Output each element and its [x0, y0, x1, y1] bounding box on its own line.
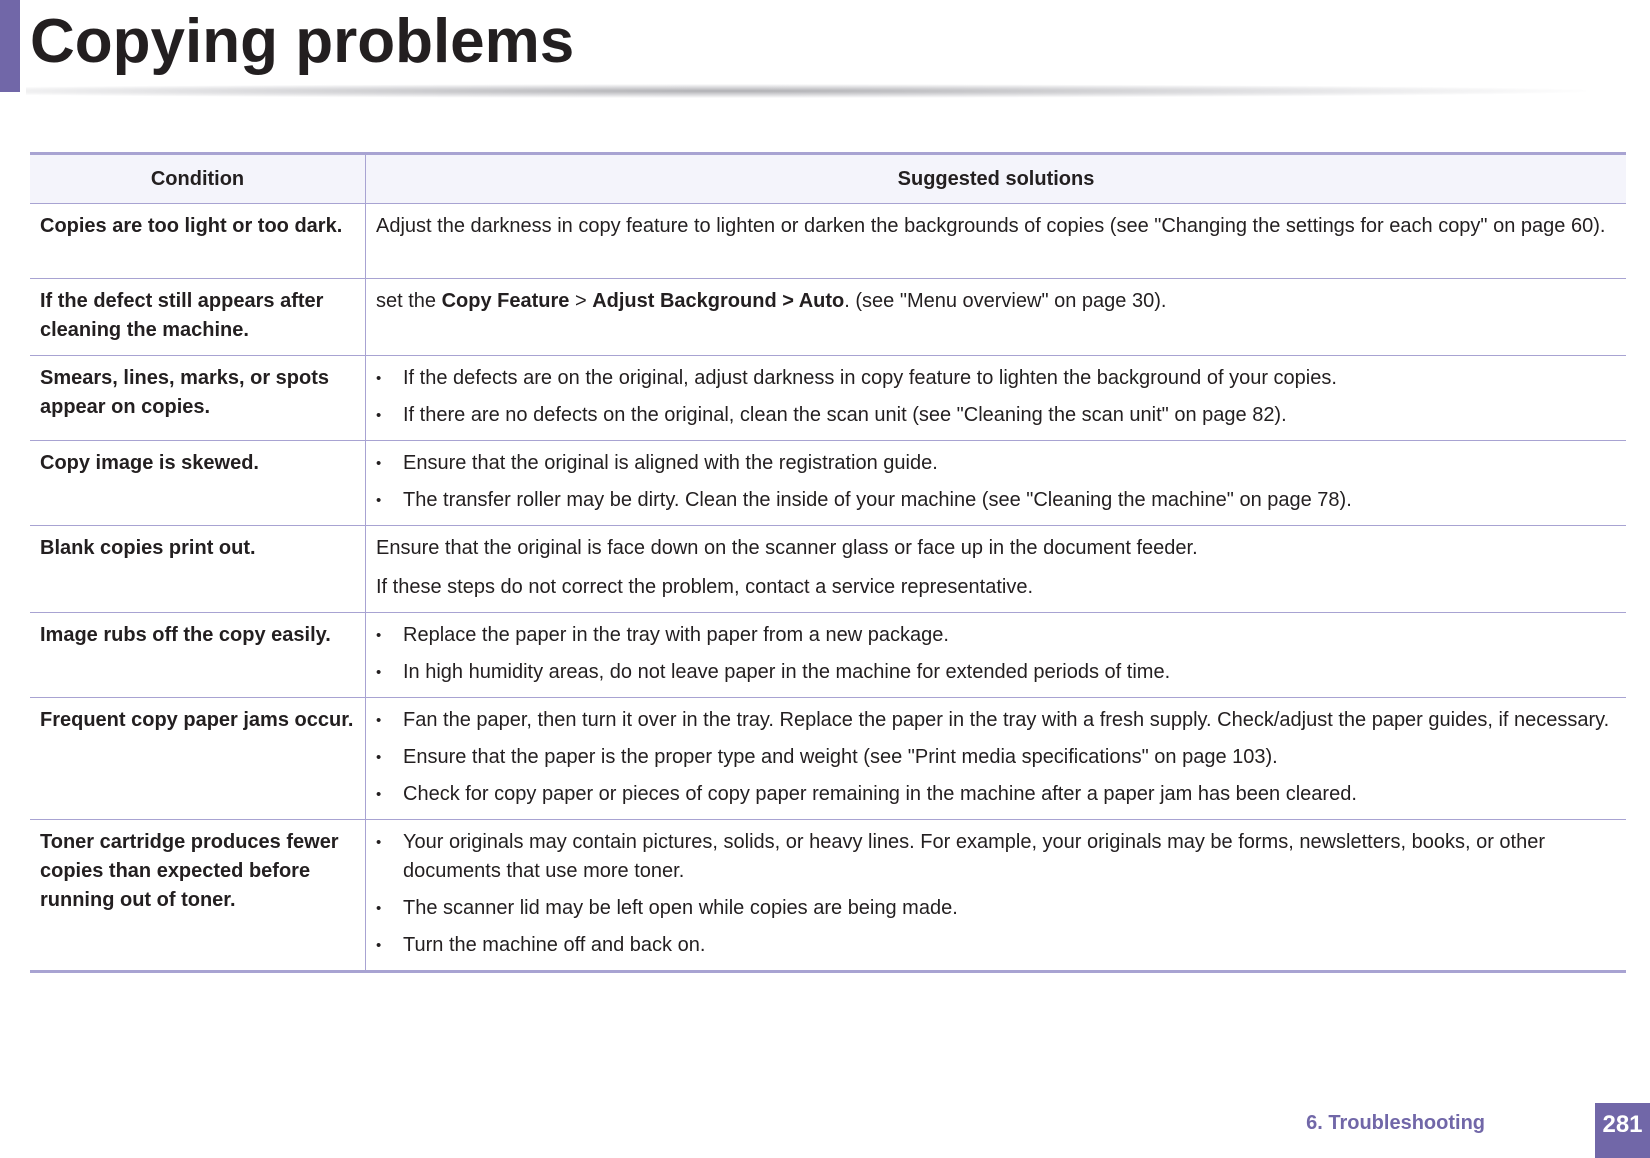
list-item: • Fan the paper, then turn it over in the tray. Replace the paper in the tray with a fresh supply. Check/adjust the paper guides, if necessary. [376, 706, 1614, 735]
condition-cell: Image rubs off the copy easily. [30, 613, 366, 698]
footer-chapter: 6. Troubleshooting [1306, 1112, 1485, 1134]
title-accent-bar [0, 0, 20, 92]
table-row [30, 613, 1626, 698]
solution-cell [366, 441, 1627, 526]
table-row [30, 204, 1626, 279]
condition-cell: Copy image is skewed. [30, 441, 366, 526]
list-item: • Check for copy paper or pieces of copy paper remaining in the machine after a paper jam has been cleared. [376, 780, 1614, 809]
condition-cell: Toner cartridge produces fewer copies than expected before running out of toner. [40, 831, 339, 911]
table-row [30, 820, 1626, 972]
solution-list [376, 621, 1614, 687]
solution-cell [366, 613, 1627, 698]
solution-text: . (see "Menu overview" on page 30). [844, 290, 1167, 312]
solution-cell [366, 698, 1627, 820]
table-row [30, 356, 1626, 441]
table-row [30, 698, 1626, 820]
condition-cell: Smears, lines, marks, or spots appear on copies. [30, 356, 366, 441]
solution-cell: Adjust the darkness in copy feature to lighten or darken the backgrounds of copies (see "Changing the settings for each copy" on page 60). [366, 204, 1627, 279]
solution-paragraph: Ensure that the original is face down on the scanner glass or face up in the document feeder. [376, 537, 1198, 559]
list-item: • If there are no defects on the original, clean the scan unit (see "Cleaning the scan unit" on page 82). [376, 401, 1614, 430]
solution-list [376, 364, 1614, 430]
list-item: • Turn the machine off and back on. [376, 931, 1614, 960]
list-item: • If the defects are on the original, adjust darkness in copy feature to lighten the background of your copies. [376, 364, 1614, 393]
menu-copy-feature: Copy Feature [441, 290, 570, 312]
condition-cell: Blank copies print out. [30, 526, 366, 613]
solution-cell [366, 526, 1627, 613]
table-row [30, 279, 1626, 356]
copying-problems-table [30, 152, 1626, 973]
solution-list [376, 828, 1614, 960]
page-number: 281 [1595, 1103, 1650, 1158]
solution-text: set the [376, 290, 442, 312]
table-row [30, 441, 1626, 526]
page-title: Copying problems [30, 7, 575, 76]
condition-cell: Frequent copy paper jams occur. [30, 698, 366, 820]
table-row [30, 526, 1626, 613]
condition-cell: Copies are too light or too dark. [30, 204, 366, 279]
table-header-row [30, 154, 1626, 204]
list-item: • Ensure that the original is aligned with the registration guide. [376, 449, 1614, 478]
list-item: • Replace the paper in the tray with paper from a new package. [376, 621, 1614, 650]
list-item: • Ensure that the paper is the proper type and weight (see "Print media specifications" on page 103). [376, 743, 1614, 772]
list-item: • In high humidity areas, do not leave paper in the machine for extended periods of time. [376, 658, 1614, 687]
solution-cell [366, 820, 1627, 972]
solution-paragraph: If these steps do not correct the problem, contact a service representative. [376, 576, 1034, 598]
header-condition: Condition [30, 154, 366, 204]
title-underline [26, 84, 1586, 98]
solution-cell [366, 356, 1627, 441]
list-item: • The transfer roller may be dirty. Clean the inside of your machine (see "Cleaning the machine" on page 78). [376, 486, 1614, 515]
header-solutions: Suggested solutions [366, 154, 1627, 204]
solution-cell [366, 279, 1627, 356]
list-item: • The scanner lid may be left open while copies are being made. [376, 894, 1614, 923]
solution-list [376, 449, 1614, 515]
list-item: • Your originals may contain pictures, solids, or heavy lines. For example, your originals may be forms, newsletters, books, or other documents that use more toner. [376, 828, 1614, 886]
solution-text: > [569, 290, 593, 312]
condition-cell: If the defect still appears after cleaning the machine. [30, 279, 366, 356]
menu-adjust-background: Adjust Background > Auto [592, 290, 845, 312]
solution-list [376, 706, 1614, 809]
